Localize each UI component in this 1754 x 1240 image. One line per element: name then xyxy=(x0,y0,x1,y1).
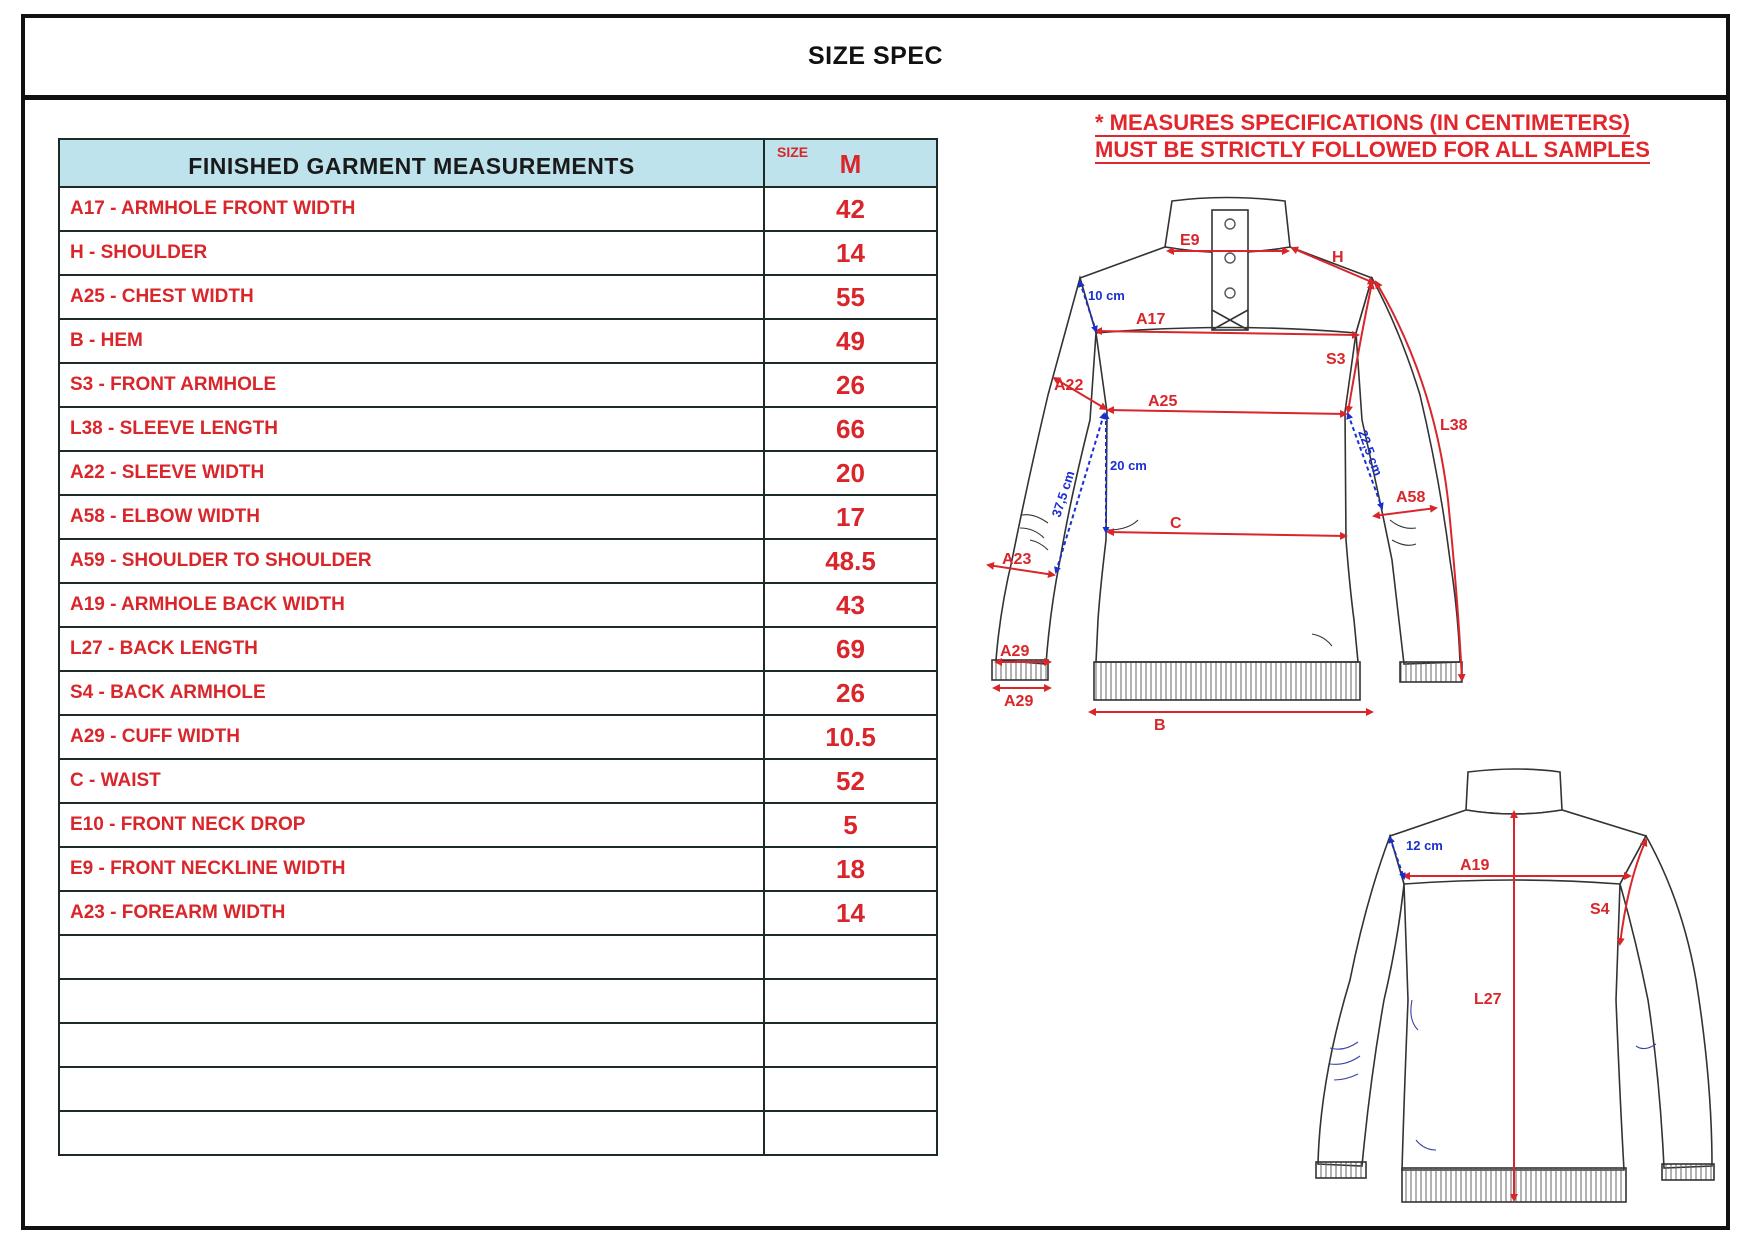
label-twenty-cm: 20 cm xyxy=(1110,458,1147,473)
measurement-value: 69 xyxy=(764,627,937,671)
measurement-name: S4 - BACK ARMHOLE xyxy=(59,671,764,715)
label-l38: L38 xyxy=(1440,417,1468,434)
measurement-value: 20 xyxy=(764,451,937,495)
measurement-value: 10.5 xyxy=(764,715,937,759)
measurement-value: 14 xyxy=(764,231,937,275)
measurement-name: A23 - FOREARM WIDTH xyxy=(59,891,764,935)
measurement-name: A22 - SLEEVE WIDTH xyxy=(59,451,764,495)
measurement-value: 55 xyxy=(764,275,937,319)
measurement-name: C - WAIST xyxy=(59,759,764,803)
label-a17: A17 xyxy=(1136,311,1166,328)
measurement-name: E9 - FRONT NECKLINE WIDTH xyxy=(59,847,764,891)
measurement-name: H - SHOULDER xyxy=(59,231,764,275)
measurement-value: 26 xyxy=(764,363,937,407)
measurement-name: A59 - SHOULDER TO SHOULDER xyxy=(59,539,764,583)
measurement-value: 66 xyxy=(764,407,937,451)
note-line-2: MUST BE STRICTLY FOLLOWED FOR ALL SAMPLES xyxy=(1095,137,1650,162)
label-a29-top: A29 xyxy=(1000,643,1030,660)
measurement-value: 52 xyxy=(764,759,937,803)
measurement-name: L38 - SLEEVE LENGTH xyxy=(59,407,764,451)
measurement-name: A58 - ELBOW WIDTH xyxy=(59,495,764,539)
label-a22: A22 xyxy=(1054,377,1084,394)
note-line-1: * MEASURES SPECIFICATIONS (IN CENTIMETERS) xyxy=(1095,110,1630,135)
measurement-name: S3 - FRONT ARMHOLE xyxy=(59,363,764,407)
label-h: H xyxy=(1332,249,1344,266)
measurement-name: A25 - CHEST WIDTH xyxy=(59,275,764,319)
measurement-value: 26 xyxy=(764,671,937,715)
measurement-value: 14 xyxy=(764,891,937,935)
measurement-value: 42 xyxy=(764,187,937,231)
measurement-value: 17 xyxy=(764,495,937,539)
label-s4: S4 xyxy=(1590,901,1610,918)
measurement-value: 5 xyxy=(764,803,937,847)
label-a58: A58 xyxy=(1396,489,1426,506)
label-a19: A19 xyxy=(1460,857,1490,874)
measurement-name: E10 - FRONT NECK DROP xyxy=(59,803,764,847)
page-title: SIZE SPEC xyxy=(807,42,944,70)
label-s3: S3 xyxy=(1326,351,1346,368)
header-label: FINISHED GARMENT MEASUREMENTS xyxy=(188,152,635,179)
label-l27: L27 xyxy=(1474,991,1502,1008)
label-c: C xyxy=(1170,515,1182,532)
measurement-value: 49 xyxy=(764,319,937,363)
measurement-name: A29 - CUFF WIDTH xyxy=(59,715,764,759)
size-value: M xyxy=(839,148,862,179)
label-a25: A25 xyxy=(1148,393,1178,410)
label-thirtyseven-cm: 37,5 cm xyxy=(1048,468,1078,519)
label-ten-cm: 10 cm xyxy=(1088,288,1125,303)
label-twelve-cm: 12 cm xyxy=(1406,838,1443,853)
label-a23: A23 xyxy=(1002,551,1032,568)
label-a29-bottom: A29 xyxy=(1004,693,1034,710)
measurement-name: B - HEM xyxy=(59,319,764,363)
measurement-name: A19 - ARMHOLE BACK WIDTH xyxy=(59,583,764,627)
measurement-name: A17 - ARMHOLE FRONT WIDTH xyxy=(59,187,764,231)
label-b: B xyxy=(1154,717,1166,734)
measurement-name: L27 - BACK LENGTH xyxy=(59,627,764,671)
size-tag: SIZE xyxy=(777,144,809,160)
measurement-value: 43 xyxy=(764,583,937,627)
measurement-value: 18 xyxy=(764,847,937,891)
label-twentytwo-cm: 22,5 cm xyxy=(1355,427,1386,478)
label-e9: E9 xyxy=(1180,232,1200,249)
measurement-value: 48.5 xyxy=(764,539,937,583)
